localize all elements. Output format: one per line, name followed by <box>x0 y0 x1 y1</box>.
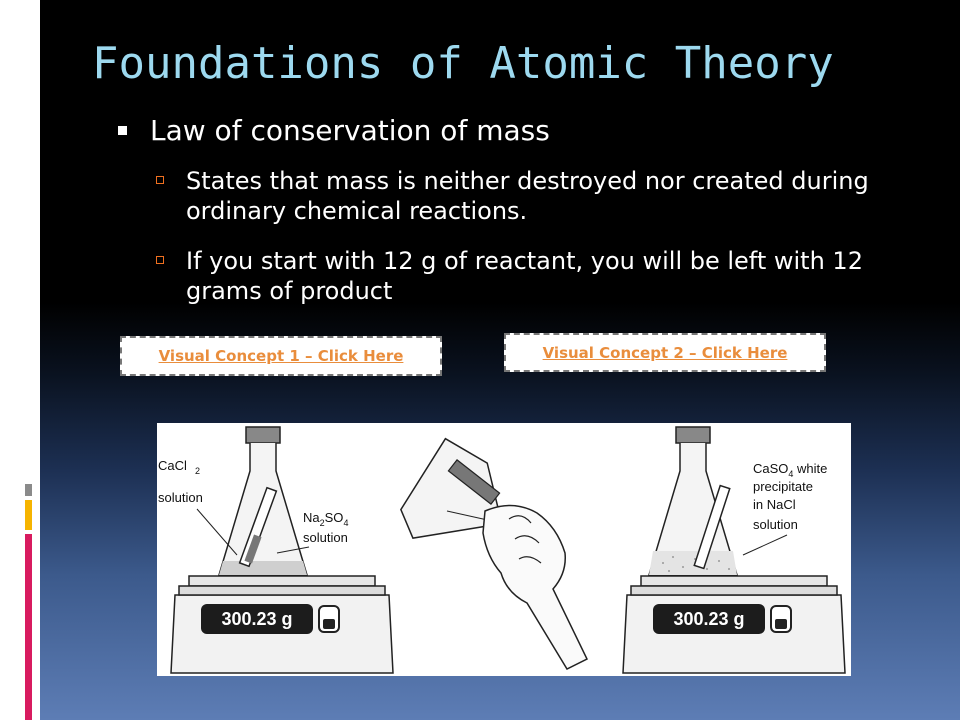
accent-bar-pink <box>25 534 32 720</box>
svg-text:solution: solution <box>753 517 798 532</box>
right-caso4-label <box>743 461 827 555</box>
svg-text:2: 2 <box>195 466 201 476</box>
left-cacl2-label <box>158 458 237 555</box>
svg-text:CaCl: CaCl <box>158 458 187 473</box>
left-white-strip <box>0 0 40 720</box>
figure-illustration <box>157 423 851 676</box>
right-scale-reading: 300.23 g <box>673 609 745 629</box>
bullet-square-icon <box>118 126 127 135</box>
main-bullet-text: Law of conservation of mass <box>150 114 550 147</box>
hand <box>483 505 587 669</box>
svg-text:solution: solution <box>158 490 203 505</box>
sub-bullet-2-text: If you start with 12 g of reactant, you will be left with 12 grams of product <box>186 247 863 305</box>
right-flask <box>649 427 737 575</box>
svg-text:solution: solution <box>303 530 348 545</box>
conservation-of-mass-figure <box>157 423 851 676</box>
accent-bar-yellow <box>25 500 32 530</box>
visual-concept-2-link[interactable]: Visual Concept 2 – Click Here <box>504 333 826 372</box>
left-flask <box>219 427 307 575</box>
left-scale-reading: 300.23 g <box>221 609 293 629</box>
slide-title: Foundations of Atomic Theory <box>92 38 834 89</box>
svg-text:precipitate: precipitate <box>753 479 813 494</box>
hollow-square-icon <box>156 176 164 184</box>
sub-bullet-1-text: States that mass is neither destroyed nor created during ordinary chemical reactions. <box>186 167 869 225</box>
svg-text:CaSO4 white: CaSO$_4$ white <box>753 461 828 479</box>
accent-bar-gray <box>25 484 32 496</box>
visual-concept-1-link[interactable]: Visual Concept 1 – Click Here <box>120 336 442 376</box>
svg-text:Na2SO4: $Na_2SO_4$ <box>303 510 349 528</box>
hollow-square-icon <box>156 256 164 264</box>
svg-text:in NaCl: in NaCl <box>753 497 796 512</box>
